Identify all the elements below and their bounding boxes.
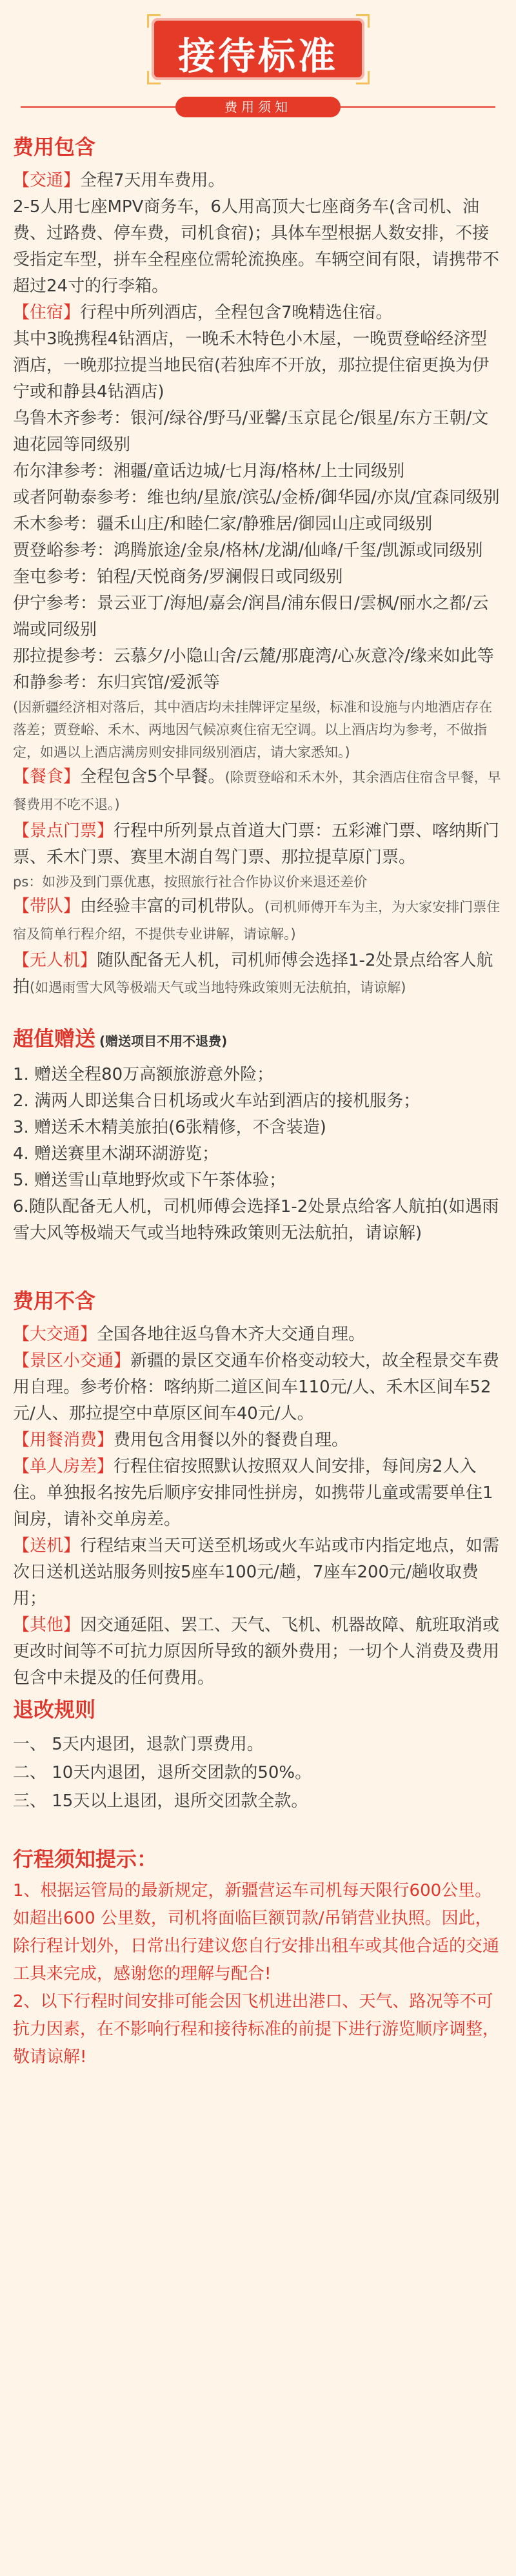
included-item: 【住宿】行程中所列酒店，全程包含7晚精选住宿。 bbox=[13, 303, 393, 322]
refund-item: 一、 5天内退团，退款门票费用。 bbox=[13, 1735, 264, 1754]
excluded-item: 【其他】因交通延阻、罢工、天气、飞机、机器故障、航班取消或更改时间等不可抗力原因所导致的额外费用；一切个人消费及费用包含中未提及的任何费用。 bbox=[13, 1615, 500, 1688]
guide-item: 【带队】由经验丰富的司机带队。(司机师傅开车为主，为大家安排门票住宿及简单行程介绍，不提供专业讲解，请谅解。) bbox=[13, 897, 501, 942]
gift-item: 4. 赠送赛里木湖环湖游览； bbox=[13, 1144, 219, 1164]
header bbox=[0, 14, 516, 92]
included-item: 那拉提参考：云慕夕/小隐山舍/云麓/那鹿湾/心灰意冷/缘来如此等 bbox=[13, 647, 494, 666]
section-title-gifts: 超值赠送 (赠送项目不用不退费) bbox=[13, 1026, 228, 1051]
included-item: 奎屯参考：铂程/天悦商务/罗澜假日或同级别 bbox=[13, 567, 343, 587]
section-title-included: 费用包含 bbox=[13, 135, 96, 159]
tip-item: 1、根据运管局的最新规定，新疆营运车司机每天限行600公里。如超出600 公里数，司机将面临巨额罚款/吊销营业执照。因此，除行程计划外，日常出行建议您自行安排出租车或其他合适的交通工具来完成，感谢您的理解与配合! bbox=[13, 1881, 500, 1984]
gift-item: 3. 赠送禾木精美旅拍(6张精修，不含装造) bbox=[13, 1118, 326, 1137]
included-item: 和静参考：东归宾馆/爱派等 bbox=[13, 673, 220, 692]
section-title-tips: 行程须知提示： bbox=[13, 1847, 158, 1871]
included-item: 乌鲁木齐参考：银河/绿谷/野马/亚馨/玉京昆仑/银星/东方王朝/文迪花园等同级别 bbox=[13, 409, 489, 454]
gift-item: 2. 满两人即送集合日机场或火车站到酒店的接机服务； bbox=[13, 1091, 421, 1111]
ticket-item: 【景点门票】行程中所列景点首道大门票：五彩滩门票、喀纳斯门票、禾木门票、赛里木湖自驾门票、那拉提草原门票。 bbox=[13, 821, 500, 867]
divider bbox=[21, 106, 175, 108]
included-item: 伊宁参考：景云亚丁/海旭/嘉会/润昌/浦东假日/雲枫/丽水之都/云端或同级别 bbox=[13, 594, 489, 639]
excluded-item: 【用餐消费】费用包含用餐以外的餐费自理。 bbox=[13, 1430, 349, 1450]
hotel-note: (因新疆经济相对落后，其中酒店均未挂牌评定星级，标准和设施与内地酒店存在落差；贾登峪、禾木、两地因气候凉爽住宿无空调。以上酒店均为参考，不做指定，如遇以上酒店满房则安排同级别酒店，请大家悉知。) bbox=[13, 699, 493, 760]
refund-item: 三、 15天以上退团，退所交团款全款。 bbox=[13, 1791, 308, 1811]
content bbox=[13, 129, 503, 2071]
gift-item: 6.随队配备无人机，司机师傅会选择1-2处景点给客人航拍(如遇雨雪大风等极端天气或当地特殊政策则无法航拍，请谅解) bbox=[13, 1197, 499, 1243]
included-item: 【交通】全程7天用车费用。 bbox=[13, 171, 225, 190]
page-title: 接待标准 bbox=[177, 34, 338, 78]
included-item: 或者阿勒泰参考：维也纳/星旅/滨弘/金桥/御华园/亦岚/宜森同级别 bbox=[13, 488, 500, 507]
included-item: 2-5人用七座MPV商务车，6人用高顶大七座商务车(含司机、油费、过路费、停车费，司机食宿)；具体车型根据人数安排，不接受指定车型，拼车全程座位需轮流换座。车辆空间有限，请携带不超过24寸的行李箱。 bbox=[13, 197, 500, 296]
included-item: 贾登峪参考：鸿腾旅途/金泉/格林/龙湖/仙峰/千玺/凯源或同级别 bbox=[13, 541, 483, 560]
drone-item: 【无人机】随队配备无人机，司机师傅会选择1-2处景点给客人航拍(如遇雨雪大风等极端天气或当地特殊政策则无法航拍，请谅解) bbox=[13, 951, 493, 997]
gift-item: 1. 赠送全程80万高额旅游意外险； bbox=[13, 1065, 274, 1084]
included-item: 禾木参考：疆禾山庄/和睦仁家/静雅居/御园山庄或同级别 bbox=[13, 514, 433, 534]
section-title-refund: 退改规则 bbox=[13, 1697, 96, 1722]
excluded-item: 【大交通】全国各地往返乌鲁木齐大交通自理。 bbox=[13, 1325, 366, 1344]
tip-item: 2、以下行程时间安排可能会因飞机进出港口、天气、路况等不可抗力因素，在不影响行程和接待标准的前提下进行游览顺序调整，敬请谅解! bbox=[13, 1992, 500, 2067]
meal-item: 【餐食】全程包含5个早餐。(除贾登峪和禾木外，其余酒店住宿含早餐，早餐费用不吃不退。) bbox=[13, 767, 501, 812]
gift-item: 5. 赠送雪山草地野炊或下午茶体验； bbox=[13, 1171, 286, 1190]
subtitle-bar bbox=[0, 95, 516, 119]
ps-note: ps：如涉及到门票优惠，按照旅行社合作协议价来退还差价 bbox=[13, 874, 368, 890]
section-title-excluded: 费用不含 bbox=[13, 1289, 96, 1313]
subtitle-pill: 费用须知 bbox=[175, 97, 341, 117]
included-item: 布尔津参考：湘疆/童话边城/七月海/格林/上士同级别 bbox=[13, 462, 405, 481]
divider bbox=[341, 106, 495, 108]
excluded-item: 【景区小交通】新疆的景区交通车价格变动较大，故全程景交车费用自理。参考价格：喀纳斯二道区间车110元/人、禾木区间车52元/人、那拉提空中草原区间车40元/人。 bbox=[13, 1351, 500, 1423]
included-item: 其中3晚携程4钻酒店，一晚禾木特色小木屋，一晚贾登峪经济型酒店，一晚那拉提当地民宿(若独库不开放，那拉提住宿更换为伊宁或和静县4钻酒店) bbox=[13, 329, 490, 402]
excluded-item: 【单人房差】行程住宿按照默认按照双人间安排，每间房2人入住。单独报名按先后顺序安排同性拼房，如携带儿童或需要单住1间房，请补交单房差。 bbox=[13, 1457, 493, 1529]
refund-item: 二、 10天内退团，退所交团款的50%。 bbox=[13, 1763, 312, 1782]
title-box bbox=[152, 18, 364, 80]
excluded-item: 【送机】行程结束当天可送至机场或火车站或市内指定地点，如需次日送机送站服务则按5座车100元/趟，7座车200元/趟收取费用； bbox=[13, 1536, 500, 1608]
